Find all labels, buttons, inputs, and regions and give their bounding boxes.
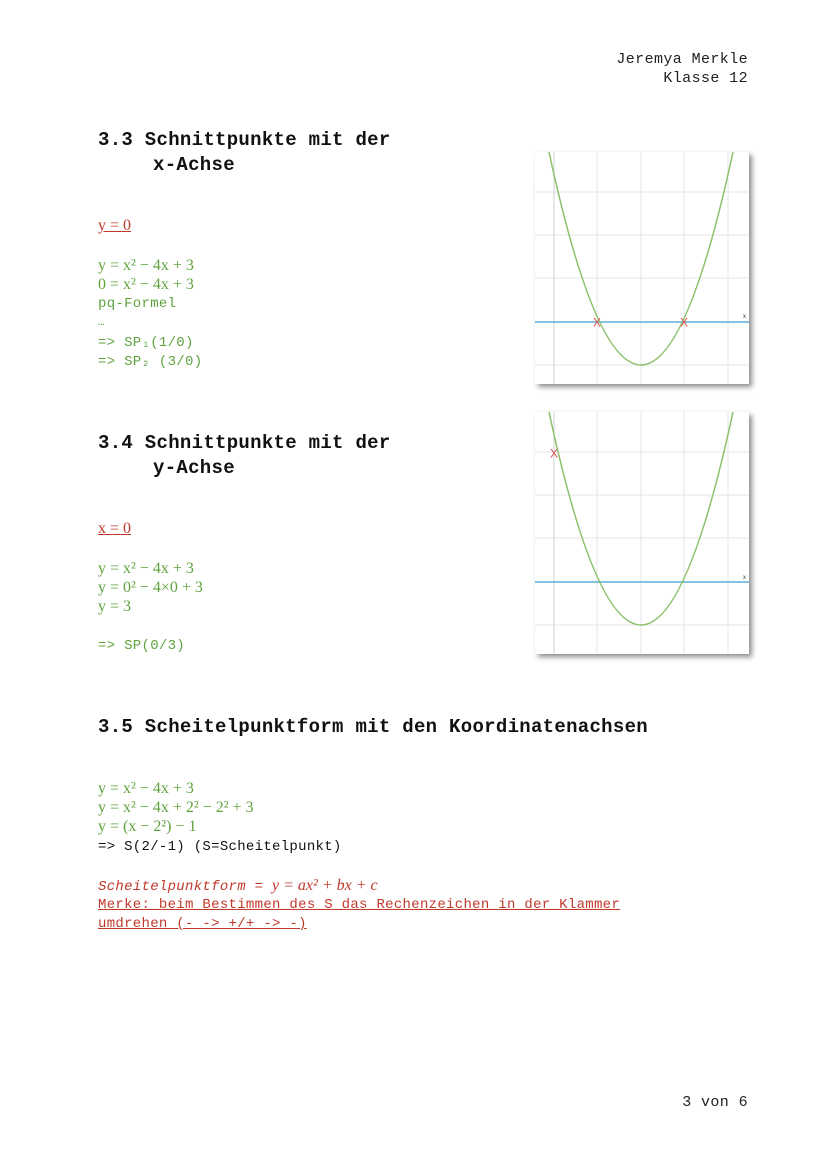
header: [616, 50, 748, 88]
x-axis-label: x: [743, 314, 746, 320]
author-name: Jeremya Merkle: [616, 51, 748, 68]
grid: [535, 412, 749, 654]
y-intercept-mark: X: [549, 446, 559, 461]
s35-note-line2: umdrehen (- -> +/+ -> -): [98, 916, 307, 932]
graph-x-intercepts: [535, 152, 749, 384]
s33-equation-2: 0 = x² − 4x + 3: [98, 276, 194, 293]
s35-form-line: [98, 876, 378, 897]
x-axis-label: x: [743, 575, 746, 581]
section-3-3-title-line1: 3.3 Schnittpunkte mit der: [98, 129, 391, 151]
s35-equation-1: y = x² − 4x + 3: [98, 780, 194, 797]
s33-method: pq-Formel: [98, 296, 177, 312]
graph-y-intercept: [535, 412, 749, 654]
s34-condition: x = 0: [98, 520, 132, 537]
s34-intersection: => SP(0/3): [98, 638, 186, 654]
class-label: Klasse 12: [663, 70, 748, 87]
s33-ellipsis: …: [98, 317, 105, 329]
s35-note-line1: Merke: beim Bestimmen des S das Rechenzeichen in der Klammer: [98, 897, 621, 913]
section-3-3-title-line2: x-Achse: [153, 154, 235, 176]
section-3-3-heading: [98, 128, 391, 178]
s35-form-equation: y = ax² + bx + c: [272, 877, 378, 894]
s33-intersection-2: => SP₂ (3/0): [98, 354, 203, 370]
s34-equation-2: y = 0² − 4×0 + 3: [98, 579, 203, 596]
section-3-4-heading: [98, 431, 391, 481]
intersection-mark-2: X: [679, 315, 689, 330]
section-3-4-title-line1: 3.4 Schnittpunkte mit der: [98, 432, 391, 454]
s35-equation-3: y = (x − 2²) − 1: [98, 818, 197, 835]
s35-form-label: Scheitelpunktform =: [98, 879, 273, 895]
section-3-5-heading: 3.5 Scheitelpunktform mit den Koordinatenachsen: [98, 716, 648, 738]
s34-equation-3: y = 3: [98, 598, 132, 615]
graph-y-intercept-plot: [535, 412, 749, 654]
section-3-4-title-line2: y-Achse: [153, 457, 235, 479]
s35-result: => S(2/-1) (S=Scheitelpunkt): [98, 839, 342, 855]
s34-equation-1: y = x² − 4x + 3: [98, 560, 194, 577]
s33-equation-1: y = x² − 4x + 3: [98, 257, 194, 274]
grid: [535, 152, 749, 384]
intersection-mark-1: X: [592, 315, 602, 330]
s33-intersection-1: => SP₁(1/0): [98, 335, 194, 351]
graph-x-intercepts-plot: [535, 152, 749, 384]
s35-equation-2: y = x² − 4x + 2² − 2² + 3: [98, 799, 254, 816]
page-number: 3 von 6: [682, 1094, 748, 1111]
s33-condition: y = 0: [98, 217, 132, 234]
